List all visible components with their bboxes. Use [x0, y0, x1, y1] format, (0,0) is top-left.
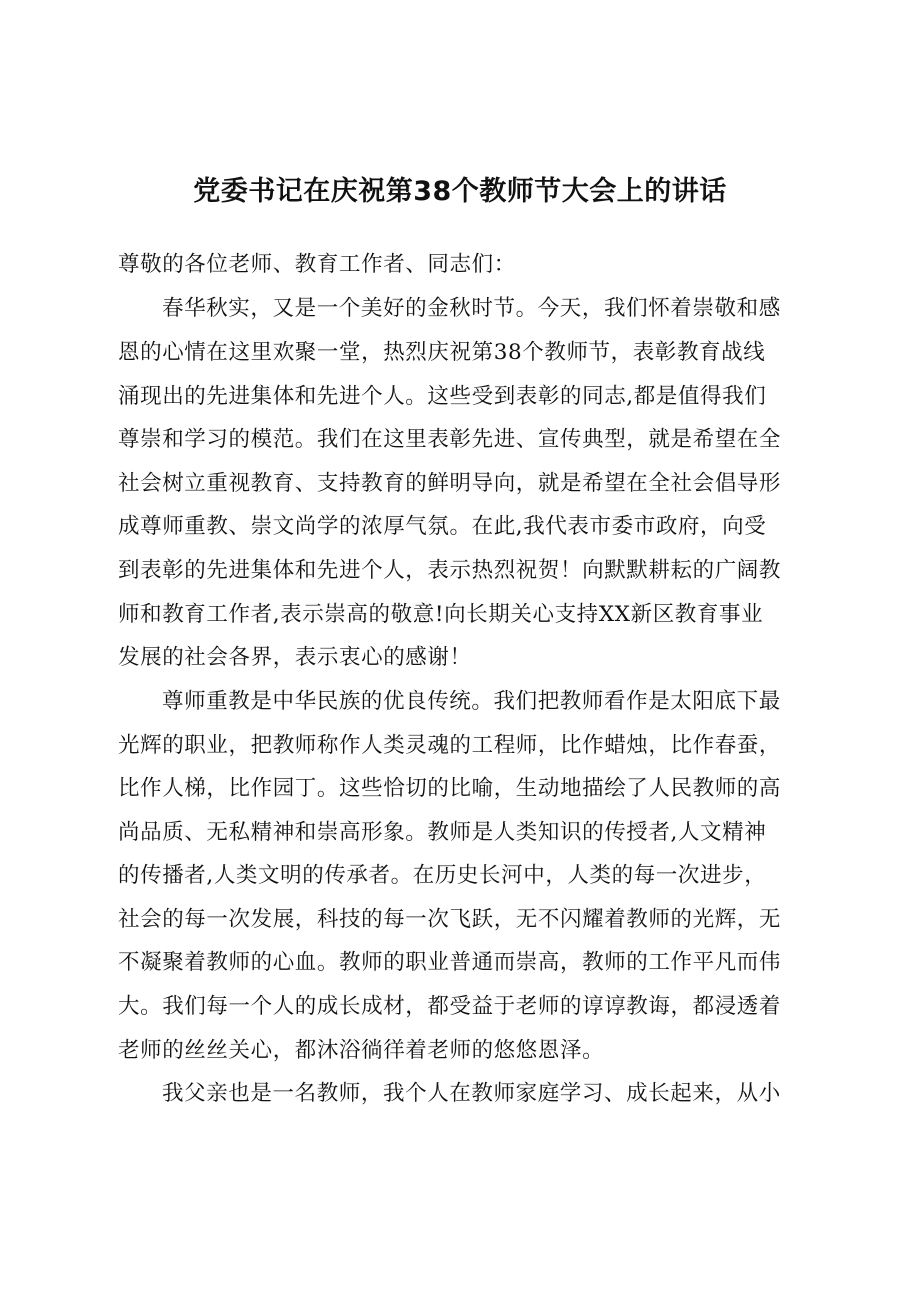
body-line: 尊师重教是中华民族的优良传统。我们把教师看作是太阳底下最: [162, 689, 781, 714]
body-line: 不凝聚着教师的心血。教师的职业普通而崇高，教师的工作平凡而伟: [118, 950, 782, 975]
body-line: 大。我们每一个人的成长成材，都受益于老师的谆谆教诲，都浸透着: [118, 994, 782, 1019]
body-line: 的传播者,人类文明的传承者。在历史长河中，人类的每一次进步，: [118, 863, 767, 888]
body-line: 尚品质、无私精神和崇高形象。教师是人类知识的传授者,人文精神: [118, 820, 767, 845]
body-line: 光辉的职业，把教师称作人类灵魂的工程师，比作蜡烛，比作春蚕，: [118, 733, 782, 758]
body-line: 尊崇和学习的模范。我们在这里表彰先进、宣传典型，就是希望在全: [118, 427, 782, 452]
body-line: 师和教育工作者,表示崇高的敬意!向长期关心支持XX新区教育事业: [118, 602, 764, 627]
body-line: 春华秋实，又是一个美好的金秋时节。今天，我们怀着崇敬和感: [162, 296, 781, 321]
body-line: 社会的每一次发展，科技的每一次飞跃，无不闪耀着教师的光辉，无: [118, 907, 782, 932]
body-line: 社会树立重视教育、支持教育的鲜明导向，就是希望在全社会倡导形: [118, 471, 782, 496]
salutation: 尊敬的各位老师、教育工作者、同志们：: [118, 252, 516, 277]
body-line: 我父亲也是一名教师，我个人在教师家庭学习、成长起来，从小: [162, 1081, 781, 1106]
body-line: 发展的社会各界，表示衷心的感谢！: [118, 645, 472, 670]
body-line: 比作人梯，比作园丁。这些恰切的比喻，生动地描绘了人民教师的高: [118, 776, 782, 801]
body-line: 到表彰的先进集体和先进个人，表示热烈祝贺！向默默耕耘的广阔教: [118, 558, 782, 583]
body-line: 老师的丝丝关心，都沐浴徜徉着老师的悠悠恩泽。: [118, 1038, 605, 1063]
body-line: 成尊师重教、崇文尚学的浓厚气氛。在此,我代表市委市政府，向受: [118, 514, 767, 539]
body-line: 恩的心情在这里欢聚一堂，热烈庆祝第38个教师节，表彰教育战线: [118, 340, 766, 365]
body-line: 涌现出的先进集体和先进个人。这些受到表彰的同志,都是值得我们: [118, 384, 767, 409]
document-title: 党委书记在庆祝第38个教师节大会上的讲话: [193, 176, 727, 207]
